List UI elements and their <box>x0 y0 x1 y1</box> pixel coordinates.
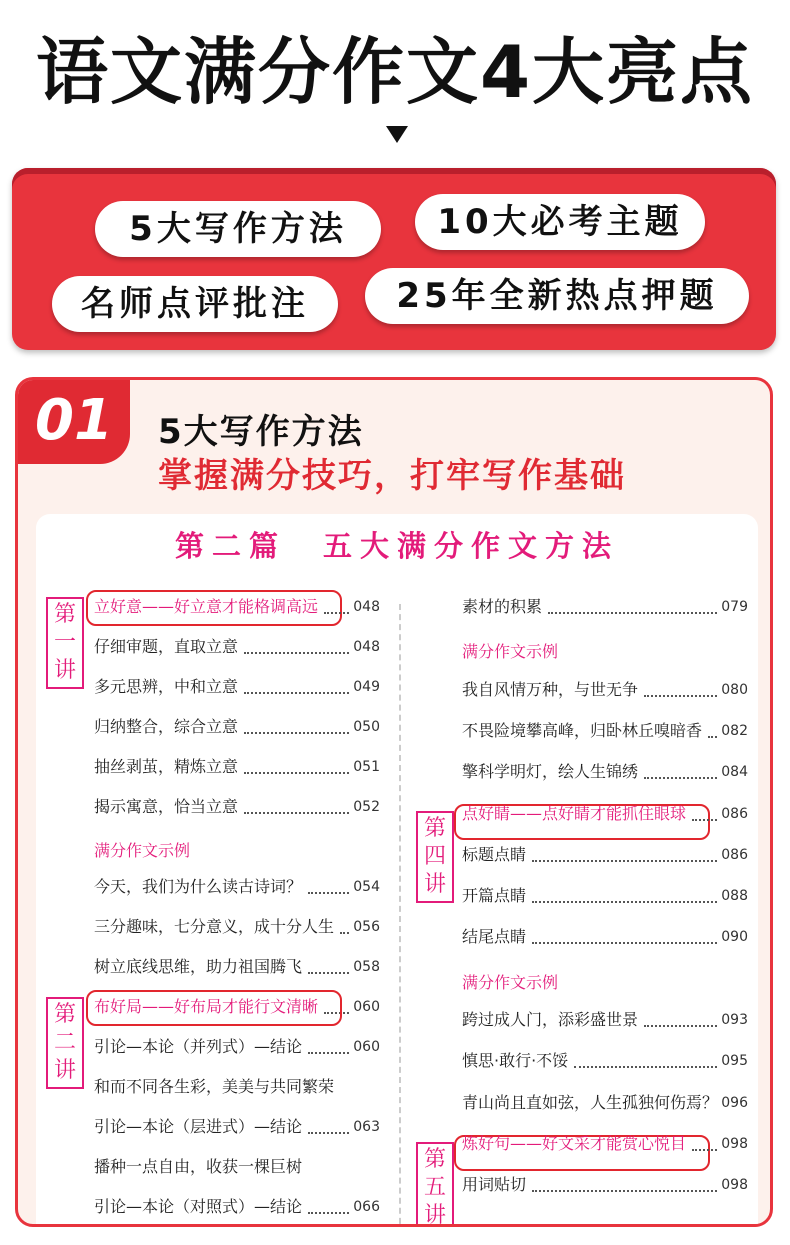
dot-leader <box>692 1149 717 1151</box>
toc-entry <box>462 1003 748 1037</box>
section-card <box>15 377 773 1227</box>
toc-page <box>36 514 758 1227</box>
toc-entry <box>94 630 380 664</box>
dot-leader <box>644 695 717 697</box>
toc-entry <box>94 790 380 824</box>
dot-leader <box>532 901 717 903</box>
toc-page-number: 049 <box>353 679 380 695</box>
dot-leader <box>244 692 349 694</box>
toc-chapter-entry <box>462 1127 748 1161</box>
lecture-label: 第 四 讲 <box>416 811 454 903</box>
toc-entry <box>462 755 748 789</box>
toc-page-number: 060 <box>353 1039 380 1055</box>
toc-entry <box>462 673 748 707</box>
toc-page-number: 086 <box>721 805 748 822</box>
toc-chapter-entry <box>462 797 748 831</box>
dot-leader <box>244 732 349 734</box>
toc-entry-title: 不畏险境攀高峰，归卧林丘嗅暗香 <box>462 720 703 740</box>
dot-leader <box>308 892 349 894</box>
toc-page-number: 058 <box>353 959 380 975</box>
dot-leader <box>644 777 717 779</box>
toc-entry-title: 炼好句——好文采才能赏心悦目 <box>462 1133 687 1153</box>
toc-entry-title: 擎科学明灯，绘人生锦绣 <box>462 762 639 782</box>
highlights-banner <box>12 168 776 350</box>
dot-leader <box>308 1212 349 1214</box>
toc-entry-title: 慎思·敢行·不馁 <box>462 1051 569 1071</box>
toc-page-number: 084 <box>721 764 748 781</box>
toc-entry <box>94 910 380 944</box>
dot-leader <box>532 942 717 944</box>
toc-entry-title: 播种一点自由，收获一棵巨树 <box>94 1157 303 1176</box>
toc-entry <box>462 879 748 913</box>
toc-page-number: 093 <box>721 1012 748 1028</box>
toc-page-number: 090 <box>721 929 748 946</box>
toc-page-number: 088 <box>721 888 748 905</box>
dot-leader <box>532 1190 717 1192</box>
toc-page-number: 060 <box>353 999 380 1015</box>
dot-leader <box>244 772 349 774</box>
highlight-box <box>86 990 342 1026</box>
toc-chapter-entry <box>94 590 380 624</box>
dot-leader <box>308 1052 349 1054</box>
toc-entry-title: 青山尚且直如弦，人生孤独何伤焉？ <box>462 1092 719 1112</box>
toc-entry-title: 和而不同各生彩，美美与共同繁荣 <box>94 1077 335 1096</box>
toc-entry-title: 引论—本论（并列式）—结论 <box>94 1037 303 1056</box>
toc-entry-title: 跨过成人门，添彩盛世景 <box>462 1010 639 1029</box>
lecture-label: 第 五 讲 <box>416 1142 454 1227</box>
toc-subheading <box>462 970 558 993</box>
toc-entry <box>462 838 748 872</box>
down-arrow-icon <box>386 126 408 143</box>
column-divider <box>399 604 401 1227</box>
toc-entry-title: 满分作文示例 <box>94 841 191 860</box>
toc-page-number: 098 <box>721 1177 748 1194</box>
lecture-label: 第 一 讲 <box>46 597 84 689</box>
toc-entry-title: 满分作文示例 <box>462 642 559 662</box>
toc-entry <box>94 1030 380 1064</box>
toc-page-number: 066 <box>353 1199 380 1215</box>
toc-page-number: 096 <box>721 1094 748 1111</box>
toc-entry-title: 开篇点睛 <box>462 886 527 906</box>
toc-page-number: 056 <box>353 919 380 935</box>
toc-page-number: 052 <box>353 799 380 815</box>
toc-entry <box>462 1086 748 1120</box>
dot-leader <box>532 860 717 862</box>
dot-leader <box>324 612 349 614</box>
toc-entry-title: 结尾点睛 <box>462 927 527 947</box>
dot-leader <box>308 1132 349 1134</box>
toc-entry-title: 仔细审题，直取立意 <box>94 637 239 656</box>
toc-entry-title: 满分作文示例 <box>462 972 559 992</box>
toc-entry-title: 树立底线思维，助力祖国腾飞 <box>94 957 303 976</box>
toc-subheading <box>462 639 558 662</box>
dot-leader <box>548 612 717 614</box>
toc-page-number: 054 <box>353 879 380 895</box>
toc-entry <box>94 1190 380 1224</box>
toc-subheading <box>94 838 190 861</box>
dot-leader <box>692 819 717 821</box>
toc-entry-title: 三分趣味，七分意义，成十分人生 <box>94 917 335 936</box>
toc-entry-title: 抽丝剥茧，精炼立意 <box>94 757 239 776</box>
dot-leader <box>244 812 349 814</box>
toc-entry <box>94 870 380 904</box>
dot-leader <box>308 972 349 974</box>
toc-page-number: 048 <box>353 639 380 655</box>
toc-entry-title: 今天，我们为什么读古诗词？ <box>94 877 303 896</box>
toc-entry-title: 揭示寓意，恰当立意 <box>94 797 239 816</box>
dot-leader <box>574 1066 717 1068</box>
toc-entry-title: 引论—本论（层进式）—结论 <box>94 1117 303 1136</box>
section-number: 01 <box>18 380 130 464</box>
toc-page-number: 080 <box>721 681 748 698</box>
toc-entry-title: 布好局——好布局才能行文清晰 <box>94 997 319 1016</box>
highlight-pill: 10大必考主题 <box>415 194 705 250</box>
highlight-pill: 25年全新热点押题 <box>365 268 749 324</box>
toc-entry <box>94 750 380 784</box>
section-title: 5大写作方法 <box>158 412 364 452</box>
toc-entry <box>462 920 748 954</box>
lecture-label: 第 二 讲 <box>46 997 84 1089</box>
page-headline: 语文满分作文4大亮点 <box>35 30 755 114</box>
dot-leader <box>340 932 349 934</box>
toc-page-number: 095 <box>721 1053 748 1070</box>
toc-page-number: 098 <box>721 1135 748 1152</box>
toc-page-number: 048 <box>353 599 380 615</box>
toc-entry-title: 归纳整合，综合立意 <box>94 717 239 736</box>
toc-page-number: 082 <box>721 722 748 739</box>
toc-entry <box>94 1110 380 1144</box>
dot-leader <box>644 1025 717 1027</box>
section-subtitle: 掌握满分技巧，打牢写作基础 <box>158 456 626 496</box>
dot-leader <box>708 736 717 738</box>
toc-page-number: 063 <box>353 1119 380 1135</box>
highlight-pill: 名师点评批注 <box>52 276 338 332</box>
toc-entry-title: 点好睛——点好睛才能抓住眼球 <box>462 803 687 823</box>
toc-entry <box>94 670 380 704</box>
toc-entry-title: 多元思辨，中和立意 <box>94 677 239 696</box>
toc-entry <box>462 1044 748 1078</box>
part-title: 第二篇 五大满分作文方法 <box>174 529 619 563</box>
toc-entry-title: 立好意——好立意才能格调高远 <box>94 597 319 616</box>
toc-entry <box>462 590 748 624</box>
toc-entry <box>94 710 380 744</box>
toc-entry-title: 标题点睛 <box>462 844 527 864</box>
toc-entry-title: 引论—本论（对照式）—结论 <box>94 1197 303 1216</box>
toc-entry <box>94 1070 380 1104</box>
toc-page-number: 050 <box>353 719 380 735</box>
dot-leader <box>244 652 349 654</box>
toc-entry <box>94 1150 380 1184</box>
toc-entry-title: 素材的积累 <box>462 597 543 616</box>
toc-entry <box>462 714 748 748</box>
toc-page-number: 051 <box>353 759 380 775</box>
toc-entry-title: 我自风情万种，与世无争 <box>462 679 639 699</box>
toc-entry <box>94 950 380 984</box>
toc-entry-title: 用词贴切 <box>462 1175 527 1195</box>
toc-page-number: 086 <box>721 846 748 863</box>
toc-entry <box>462 1168 748 1202</box>
toc-page-number: 079 <box>721 599 748 615</box>
highlight-pill: 5大写作方法 <box>95 201 381 257</box>
